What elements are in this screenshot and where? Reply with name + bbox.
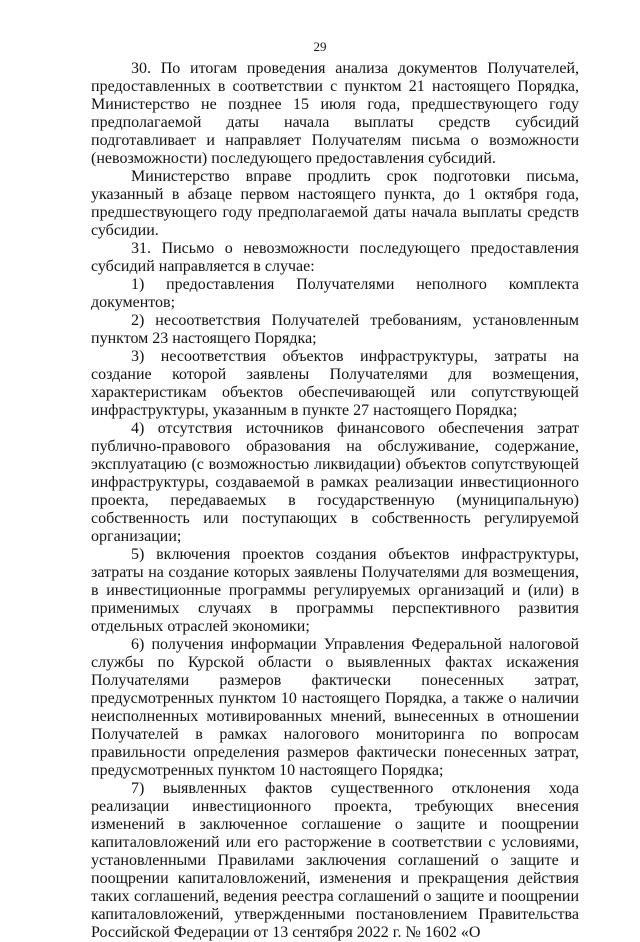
list-item-4: 4) отсутствия источников финансового обеспечения затрат публично-правового образования на обслуживание, содержание, эксплуатацию (с возможностью ликвидации) объектов сопутствующей инфраструктуры, создаваемой в рамках реализации инвестиционного проекта, передаваемых в государственную (муниципальную) собственность или поступающих в собственность регулируемой организации;	[91, 420, 579, 545]
list-item-6: 6) получения информации Управления Федеральной налоговой службы по Курской области о выявленных фактах искажения Получателями размеров фактически понесенных затрат, предусмотренных пунктом 10 настоящего Порядка, а также о наличии неисполненных мотивированных мнений, вынесенных в отношении Получателей в рамках налогового мониторинга по вопросам правильности определения размеров фактически понесенных затрат, предусмотренных пунктом 10 настоящего Порядка;	[91, 636, 579, 779]
list-item-1: 1) предоставления Получателями неполного комплекта документов;	[91, 276, 579, 311]
list-item-5: 5) включения проектов создания объектов инфраструктуры, затраты на создание которых заявлены Получателями для возмещения, в инвестиционные программы регулируемых организаций и (или) в применимых случаях в программы перспективного развития отдельных отраслей экономики;	[91, 546, 579, 635]
list-item-7: 7) выявленных фактов существенного отклонения хода реализации инвестиционного проекта, требующих внесения изменений в заключенное соглашение о защите и поощрении капиталовложений или его расторжение в соответствии с условиями, установленными Правилами заключения соглашений о защите и поощрении капиталовложений, изменения и прекращения действия таких соглашений, ведения реестра соглашений о защите и поощрении капиталовложений, утвержденными постановлением Правительства Российской Федерации от 13 сентября 2022 г. № 1602 «О	[91, 780, 579, 941]
paragraph-30: 30. По итогам проведения анализа документов Получателей, предоставленных в соответствии с пунктом 21 настоящего Порядка, Министерство не позднее 15 июля года, предшествующего году предполагаемой даты начала выплаты средств субсидий подготавливает и направляет Получателям письма о возможности (невозможности) последующего предоставления субсидий.	[91, 60, 579, 167]
list-item-2: 2) несоответствия Получателей требованиям, установленным пунктом 23 настоящего Порядка;	[91, 312, 579, 347]
paragraph-30-extension: Министерство вправе продлить срок подготовки письма, указанный в абзаце первом настоящего пункта, до 1 октября года, предшествующего году предполагаемой даты начала выплаты средств субсидии.	[91, 168, 579, 239]
list-item-3: 3) несоответствия объектов инфраструктуры, затраты на создание которой заявлены Получателями для возмещения, характеристикам объектов обеспечивающей или сопутствующей инфраструктуры, указанным в пункте 27 настоящего Порядка;	[91, 348, 579, 419]
paragraph-31-intro: 31. Письмо о невозможности последующего предоставления субсидий направляется в случае:	[91, 240, 579, 275]
page-number: 29	[313, 39, 327, 54]
document-body	[91, 60, 579, 942]
